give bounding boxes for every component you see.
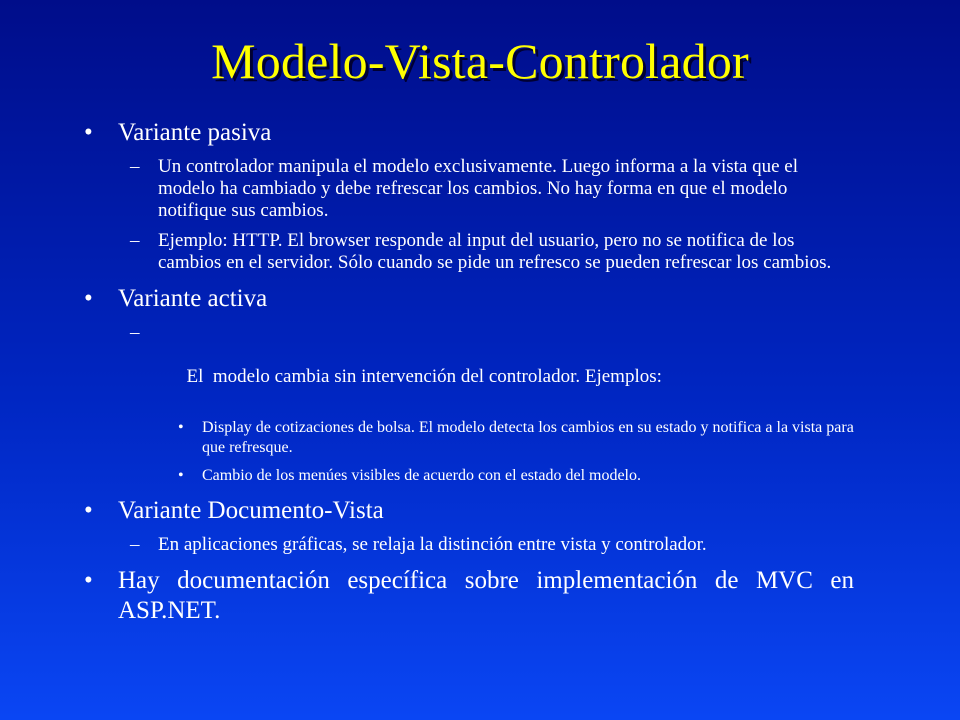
- sub-sub-item: [84, 418, 854, 458]
- bullet-text: Variante pasiva: [118, 119, 272, 146]
- slide-content: [84, 118, 854, 626]
- bullet-item-variante-pasiva: [84, 118, 854, 148]
- sub-item: [84, 322, 854, 410]
- bullet-dot: •: [84, 119, 93, 146]
- dash-bullet: –: [130, 156, 140, 177]
- sub-item: [84, 534, 854, 556]
- sub-sub-item: [84, 466, 854, 486]
- bullet-text: Hay documentación específica sobre implementación de MVC en ASP.NET.: [118, 567, 854, 624]
- dash-bullet: –: [130, 534, 140, 555]
- bullet-dot: •: [84, 567, 93, 594]
- bullet-item-variante-activa: [84, 284, 854, 314]
- sub-item-text: Ejemplo: HTTP. El browser responde al input del usuario, pero no se notifica de los cambios en el servidor. Sólo cuando se pide un refresco se pueden refrescar los cambios.: [158, 230, 832, 273]
- sub-sub-item-text: Display de cotizaciones de bolsa. El modelo detecta los cambios en su estado y notifica a la vista para que refresque.: [202, 419, 854, 456]
- small-bullet: •: [178, 467, 184, 484]
- bullet-text: Variante Documento-Vista: [118, 497, 384, 524]
- bullet-dot: •: [84, 497, 93, 524]
- sub-item-text: El modelo cambia sin intervención del controlador. Ejemplos:: [186, 366, 662, 387]
- sub-item: [84, 156, 854, 222]
- sub-item: [84, 230, 854, 274]
- dash-bullet: –: [130, 322, 140, 343]
- slide-title: Modelo-Vista-Controlador: [211, 33, 749, 89]
- sub-sub-item-text: Cambio de los menúes visibles de acuerdo con el estado del modelo.: [202, 467, 641, 484]
- small-bullet: •: [178, 419, 184, 436]
- sub-item-text: Un controlador manipula el modelo exclusivamente. Luego informa a la vista que el modelo ha cambiado y debe refrescar los cambios. No hay forma en que el modelo notifique sus cambios.: [158, 156, 798, 221]
- bullet-item-variante-documento-vista: [84, 496, 854, 526]
- bullet-item-documentacion: [84, 566, 854, 626]
- sub-item-text: En aplicaciones gráficas, se relaja la distinción entre vista y controlador.: [158, 534, 707, 555]
- bullet-dot: •: [84, 285, 93, 312]
- bullet-text: Variante activa: [118, 285, 268, 312]
- dash-bullet: –: [130, 230, 140, 251]
